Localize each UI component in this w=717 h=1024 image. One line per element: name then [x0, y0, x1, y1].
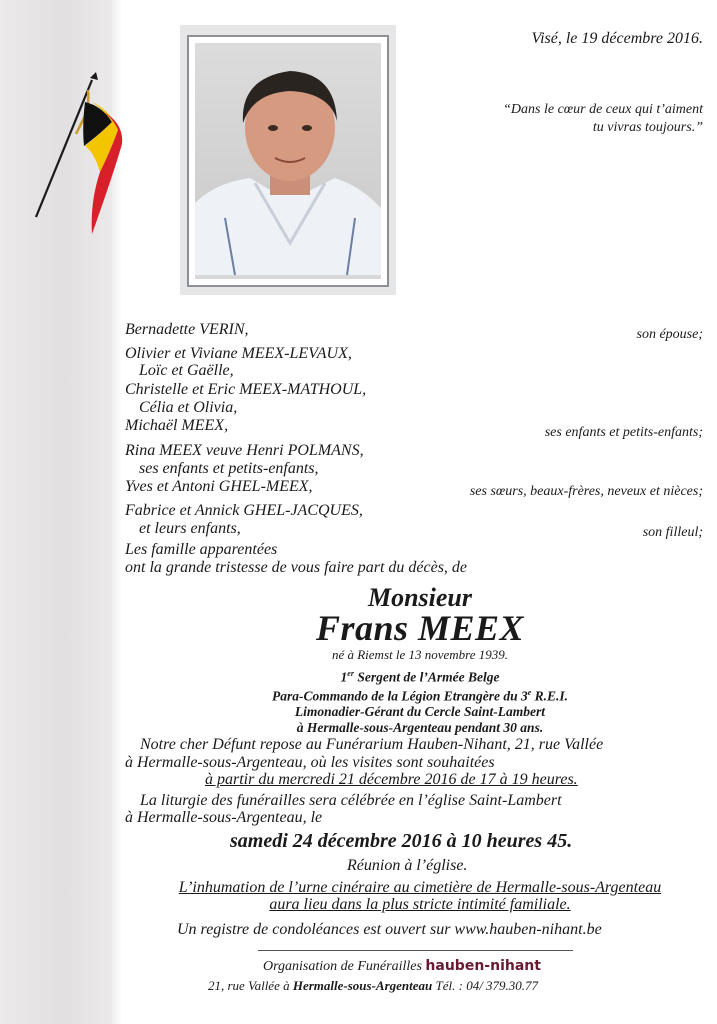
family-line: Rina MEEX veuve Henri POLMANS,	[125, 442, 364, 459]
portrait-frame	[180, 25, 396, 295]
portrait-illustration	[195, 43, 381, 275]
liturgy-line-1: La liturgie des funérailles sera célébrée en l’église Saint-Lambert	[140, 792, 562, 809]
liturgy-line-2: à Hermalle-sous-Argenteau, le	[125, 809, 323, 826]
family-line: Loïc et Gaëlle,	[139, 362, 234, 379]
deceased-name: Frans MEEX	[315, 608, 525, 648]
announcement-line: ont la grande tristesse de vous faire part du décès, de	[125, 559, 468, 576]
deceased-titles	[120, 666, 717, 735]
burial-line-1: L’inhumation de l’urne cinéraire au cimetière de Hermalle-sous-Argenteau	[178, 879, 662, 896]
visitation-line-3: à partir du mercredi 21 décembre 2016 de 17 à 19 heures.	[205, 771, 578, 788]
quote-line-1: “Dans le cœur de ceux qui t’aiment	[503, 102, 703, 117]
family-line: Olivier et Viviane MEEX-LEVAUX,	[125, 345, 352, 362]
organizer-address	[208, 978, 538, 994]
portrait-photo	[195, 43, 381, 279]
family-line: ses enfants et petits-enfants,	[139, 460, 319, 477]
relation-spouse: son épouse;	[636, 327, 703, 342]
address-phone: Tél. : 04/ 379.30.77	[435, 978, 539, 993]
visitation-line-2: à Hermalle-sous-Argenteau, où les visites sont souhaitées	[125, 754, 495, 771]
family-line: Les famille apparentées	[125, 541, 278, 558]
address-city: Hermalle-sous-Argenteau	[292, 978, 433, 993]
title-line-2: Para-Commando de la Légion Etrangère du 3e R.E.I.	[271, 688, 569, 704]
burial-notice	[120, 879, 717, 913]
family-line: Célia et Olivia,	[139, 399, 238, 416]
quote-line-2: tu vivras toujours.”	[592, 120, 703, 135]
portrait-border	[187, 35, 389, 287]
funeral-datetime: samedi 24 décembre 2016 à 10 heures 45.	[230, 830, 573, 852]
visitation-line-1: Notre cher Défunt repose au Funérarium Hauben-Nihant, 21, rue Vallée	[140, 736, 604, 753]
letter-date: Visé, le 19 décembre 2016.	[531, 30, 703, 47]
family-line: Christelle et Eric MEEX-MATHOUL,	[125, 381, 367, 398]
organizer-prefix: Organisation de Funérailles	[263, 959, 422, 974]
footer-divider	[258, 950, 573, 951]
burial-line-2: aura lieu dans la plus stricte intimité familiale.	[269, 896, 571, 913]
family-line: et leurs enfants,	[139, 520, 241, 537]
family-line: Bernadette VERIN,	[125, 321, 249, 338]
condolence-registry: Un registre de condoléances est ouvert sur www.hauben-nihant.be	[177, 921, 602, 938]
epitaph-quote	[503, 101, 703, 137]
belgian-flag-icon	[30, 72, 130, 242]
family-line: Michaël MEEX,	[125, 417, 229, 434]
family-line: Yves et Antoni GHEL-MEEX,	[125, 478, 313, 495]
relation-children: ses enfants et petits-enfants;	[544, 425, 703, 440]
title-line-1: 1er Sergent de l’Armée Belge	[340, 669, 500, 685]
address-prefix: 21, rue Vallée à	[208, 978, 290, 993]
honorific: Monsieur	[367, 583, 473, 612]
relation-godson: son filleul;	[642, 525, 703, 540]
title-line-3: Limonadier-Gérant du Cercle Saint-Lambert	[294, 704, 546, 719]
brand-logo: hauben-nihant	[425, 958, 541, 974]
birth-info: né à Riemst le 13 novembre 1939.	[331, 647, 509, 662]
family-line: Fabrice et Annick GHEL-JACQUES,	[125, 502, 363, 519]
meeting-place: Réunion à l’église.	[347, 857, 468, 874]
funeral-organizer	[263, 958, 541, 975]
relation-siblings: ses sœurs, beaux-frères, neveux et nièces;	[469, 484, 703, 499]
title-line-4: à Hermalle-sous-Argenteau pendant 30 ans.	[296, 719, 544, 735]
